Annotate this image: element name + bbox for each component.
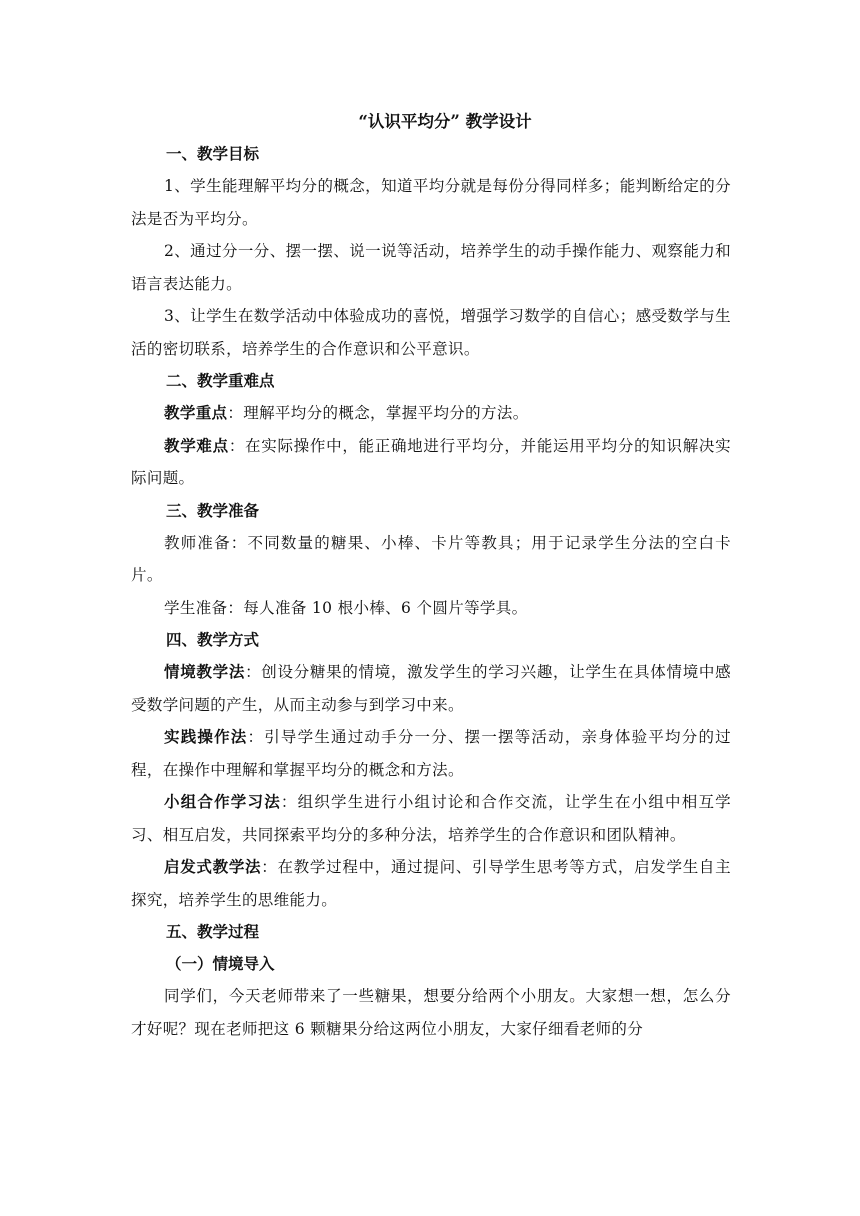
student-preparation: 学生准备：每人准备 10 根小棒、6 个圆片等学具。 — [164, 598, 528, 617]
teaching-focus-text: ：理解平均分的概念，掌握平均分的方法。 — [227, 404, 529, 422]
goal-item-3: 3、让学生在数学活动中体验成功的喜悦，增强学习数学的自信心；感受数学与生活的密切联系，培养学生的合作意识和公平意识。 — [131, 307, 731, 358]
method-label: 实践操作法 — [164, 727, 248, 746]
document-title: “认识平均分” 教学设计 — [358, 112, 532, 131]
method-item-heuristic — [131, 851, 731, 916]
teaching-focus-label: 教学重点 — [164, 403, 228, 422]
method-item-situational — [131, 656, 731, 721]
subsection-heading-intro: （一）情境导入 — [166, 954, 275, 973]
teaching-difficulty-label: 教学难点 — [164, 435, 229, 455]
process-intro-paragraph: 同学们，今天老师带来了一些糖果，想要分给两个小朋友。大家想一想，怎么分才好呢？现在老师把这 6 颗糖果分给这两位小朋友，大家仔细看老师的分 — [131, 987, 731, 1038]
method-label: 小组合作学习法 — [164, 792, 281, 811]
section-heading-goals: 一、教学目标 — [166, 144, 260, 163]
goal-item-2: 2、通过分一分、摆一摆、说一说等活动，培养学生的动手操作能力、观察能力和语言表达能力。 — [131, 242, 731, 293]
goal-item-1: 1、学生能理解平均分的概念，知道平均分就是每份分得同样多；能判断给定的分法是否为平均分。 — [131, 177, 731, 228]
method-item-practice — [131, 721, 731, 786]
method-label: 启发式教学法 — [164, 857, 262, 876]
section-heading-process: 五、教学过程 — [166, 922, 260, 941]
method-item-group — [131, 786, 731, 851]
teaching-focus — [131, 397, 731, 430]
document-body — [131, 106, 731, 1045]
method-text: ：在教学过程中，通过提问、引导学生思考等方式，启发学生自主探究，培养学生的思维能力。 — [131, 858, 731, 909]
method-text: ：组织学生进行小组讨论和合作交流，让学生在小组中相互学习、相互启发，共同探索平均分的多种分法，培养学生的合作意识和团队精神。 — [131, 793, 732, 844]
teaching-difficulty — [131, 430, 731, 495]
method-text: ：创设分糖果的情境，激发学生的学习兴趣，让学生在具体情境中感受数学问题的产生，从而主动参与到学习中来。 — [131, 663, 731, 714]
section-heading-preparation: 三、教学准备 — [166, 500, 260, 520]
method-label: 情境教学法 — [164, 662, 246, 681]
section-heading-methods: 四、教学方式 — [166, 630, 260, 649]
method-text: ：引导学生通过动手分一分、摆一摆等活动，亲身体验平均分的过程，在操作中理解和掌握平均分的概念和方法。 — [131, 728, 731, 779]
section-heading-keypoints: 二、教学重难点 — [166, 371, 275, 390]
teacher-preparation: 教师准备：不同数量的糖果、小棒、卡片等教具；用于记录学生分法的空白卡片。 — [131, 533, 731, 584]
teaching-difficulty-text: ：在实际操作中，能正确地进行平均分，并能运用平均分的知识解决实际问题。 — [131, 436, 731, 487]
